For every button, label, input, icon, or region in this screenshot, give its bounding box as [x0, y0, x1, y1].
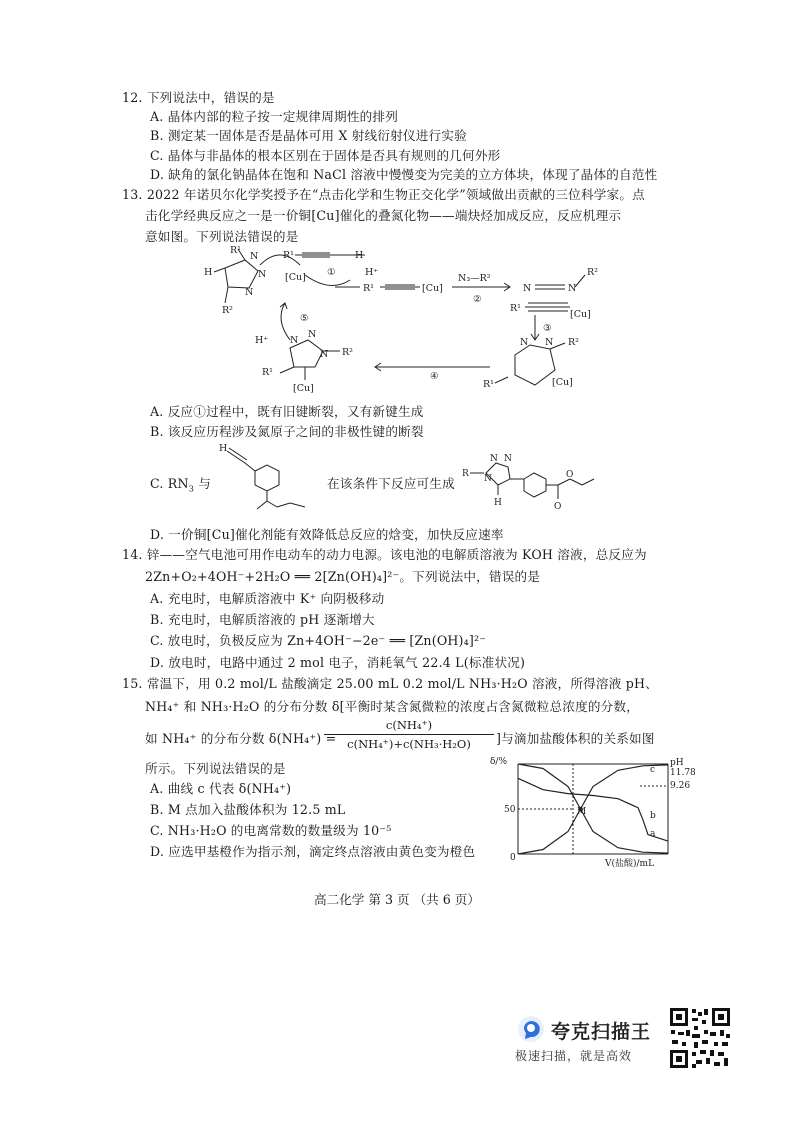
q12-option-a: A. 晶体内部的粒子按一定规律周期性的排列 [150, 109, 398, 124]
mech-n-a: N [250, 251, 259, 262]
mech-r1-e: R¹ [483, 379, 494, 390]
mech-cu-b: [Cu] [422, 283, 443, 294]
q13-c-pre: C. RN [150, 476, 189, 491]
alkyne-h-label: H [219, 443, 228, 454]
q13-c-sub: 3 [188, 484, 194, 494]
mech-r1-c: R¹ [363, 283, 374, 294]
triazole-o1: O [554, 502, 562, 512]
mech-step5: ⑤ [300, 313, 309, 324]
q13-stem-line2: 击化学经典反应之一是一价铜[Cu]催化的叠氮化物——端炔烃加成反应，反应机理示 [145, 208, 622, 223]
q15-stem-line2: NH₄⁺ 和 NH₃·H₂O 的分布分数 δ[平衡时某含氮微粒的浓度占含氮微粒总浓度的分数， [145, 699, 640, 714]
q15-stem-line4: 所示。下列说法错误的是 [145, 761, 286, 776]
q15-stem-line3b: ]与滴加盐酸体积的关系如图 [496, 731, 655, 746]
chart-ylabel-left: δ/% [490, 757, 508, 767]
mech-n-f: N [520, 337, 529, 348]
chart-series-c-label: c [650, 765, 656, 775]
q13-c-mid: 与 [194, 476, 211, 491]
q12-option-c: C. 晶体与非晶体的根本区别在于固体是否具有规则的几何外形 [150, 148, 501, 163]
scanner-slogan: 极速扫描，就是高效 [515, 1049, 633, 1063]
mech-r2-b: R² [587, 267, 598, 278]
mech-n-i: N [308, 329, 317, 340]
q15-option-d: D. 应选甲基橙作为指示剂，滴定终点溶液由黄色变为橙色 [150, 844, 476, 859]
mech-hplus-b: H⁺ [255, 335, 269, 346]
q15-fraction [324, 717, 494, 752]
q13-option-c-prefix [150, 475, 211, 493]
titration-chart [490, 756, 700, 868]
q15-fraction-bar [324, 734, 494, 735]
mech-cu-cat: [Cu] [285, 272, 306, 283]
q15-option-a: A. 曲线 c 代表 δ(NH₄⁺) [150, 781, 292, 796]
mech-r2-d: R² [342, 347, 353, 358]
chart-y-tick-0: 0 [510, 853, 516, 863]
mech-hplus-a: H⁺ [365, 267, 379, 278]
q12-option-d: D. 缺角的氯化钠晶体在饱和 NaCl 溶液中慢慢变为完美的立方体块，体现了晶体的自范性 [150, 167, 658, 182]
q13-option-a: A. 反应①过程中，既有旧键断裂，又有新键生成 [150, 404, 424, 419]
triazole-n1: N [484, 474, 492, 484]
mech-r1-a: R¹ [230, 245, 241, 256]
mech-n-d: N [523, 283, 532, 294]
chart-xlabel: V(盐酸)/mL [605, 859, 655, 868]
chart-series-a-label: a [650, 829, 656, 839]
alkyne-ester-structure [215, 443, 325, 523]
mech-h-a: H [204, 267, 213, 278]
q13-option-d: D. 一价铜[Cu]催化剂能有效降低总反应的焓变，加快反应速率 [150, 527, 504, 542]
mech-cu-d: [Cu] [552, 377, 573, 388]
mech-n-g: N [545, 337, 554, 348]
q13-option-b: B. 该反应历程涉及氮原子之间的非极性键的断裂 [150, 424, 424, 439]
mech-step2: ② [473, 294, 482, 305]
mech-cu-c: [Cu] [570, 309, 591, 320]
qr-code-icon [668, 1006, 732, 1070]
mech-step4: ④ [430, 371, 439, 382]
mech-step1: ① [327, 267, 336, 278]
mech-h-b: H [355, 250, 364, 261]
mech-n-c: N [245, 287, 254, 298]
mech-n-h: N [290, 335, 299, 346]
page-footer: 高二化学 第 3 页 （共 6 页） [314, 892, 480, 907]
q12-stem: 12. 下列说法中，错误的是 [122, 90, 275, 105]
q13-stem-line1: 13. 2022 年诺贝尔化学奖授予在“点击化学和生物正交化学”领域做出贡献的三位科学家。点 [122, 187, 645, 202]
q14-option-c: C. 放电时，负极反应为 Zn+4OH⁻−2e⁻ ══ [Zn(OH)₄]²⁻ [150, 633, 487, 648]
q14-option-d: D. 放电时，电路中通过 2 mol 电子，消耗氧气 22.4 L(标准状况) [150, 655, 526, 670]
q15-stem-line1: 15. 常温下，用 0.2 mol/L 盐酸滴定 25.00 mL 0.2 mol/L NH₃·H₂O 溶液，所得溶液 pH、 [122, 676, 658, 691]
q12-option-b: B. 测定某一固体是否是晶体可用 X 射线衍射仪进行实验 [150, 128, 467, 143]
mech-r2-a: R² [222, 305, 233, 316]
mech-r1-b: R¹ [283, 250, 294, 261]
mech-r1-d: R¹ [510, 303, 521, 314]
q15-fraction-numerator: c(NH₄⁺) [385, 718, 433, 732]
chart-ylabel-right: pH [670, 758, 684, 768]
mech-r2-c: R² [568, 337, 579, 348]
q15-stem-line3a: 如 NH₄⁺ 的分布分数 δ(NH₄⁺) = [145, 731, 337, 746]
chart-right-tick-1: 11.78 [670, 768, 696, 778]
mech-r1-f: R¹ [262, 367, 273, 378]
chart-point-m: M [577, 807, 587, 817]
triazole-o2: O [566, 470, 574, 480]
triazole-n3: N [504, 454, 512, 464]
triazole-h: H [494, 498, 502, 508]
q13-option-c-suffix: 在该条件下反应可生成 [327, 476, 455, 491]
chart-y-tick-50: 50 [504, 805, 516, 815]
q14-stem-line1: 14. 锌——空气电池可用作电动车的动力电源。该电池的电解质溶液为 KOH 溶液，总反应为 [122, 547, 647, 562]
scanner-watermark [513, 1013, 663, 1071]
mech-n-e: N [568, 283, 577, 294]
triazole-r-label: R [462, 469, 469, 479]
chart-right-tick-2: 9.26 [670, 781, 691, 791]
q15-option-c: C. NH₃·H₂O 的电离常数的数量级为 10⁻⁵ [150, 823, 392, 838]
chart-series-a-line [518, 765, 668, 854]
mech-n2r2: N₃—R² [458, 273, 491, 284]
mech-n-j: N [320, 349, 329, 360]
mech-step3: ③ [543, 323, 552, 334]
q13-stem-line3: 意如图。下列说法错误的是 [145, 229, 299, 244]
mechanism-diagram [190, 245, 610, 395]
q15-fraction-denominator: c(NH₄⁺)+c(NH₃·H₂O) [347, 737, 471, 751]
mech-n-b: N [258, 269, 267, 280]
triazole-n2: N [490, 454, 498, 464]
triazole-ester-structure [462, 443, 622, 523]
scanner-logo-icon [515, 1013, 547, 1045]
mech-cu-e: [Cu] [293, 383, 314, 394]
q14-option-a: A. 充电时，电解质溶液中 K⁺ 向阴极移动 [150, 591, 385, 606]
chart-series-b-label: b [650, 811, 656, 821]
q15-option-b: B. M 点加入盐酸体积为 12.5 mL [150, 802, 346, 817]
q14-option-b: B. 充电时，电解质溶液的 pH 逐渐增大 [150, 612, 375, 627]
scanner-brand-name: 夸克扫描王 [551, 1021, 652, 1043]
q14-equation: 2Zn+O₂+4OH⁻+2H₂O ══ 2[Zn(OH)₄]²⁻。下列说法中，错误的是 [145, 569, 541, 584]
chart-series-b-line [518, 764, 668, 853]
